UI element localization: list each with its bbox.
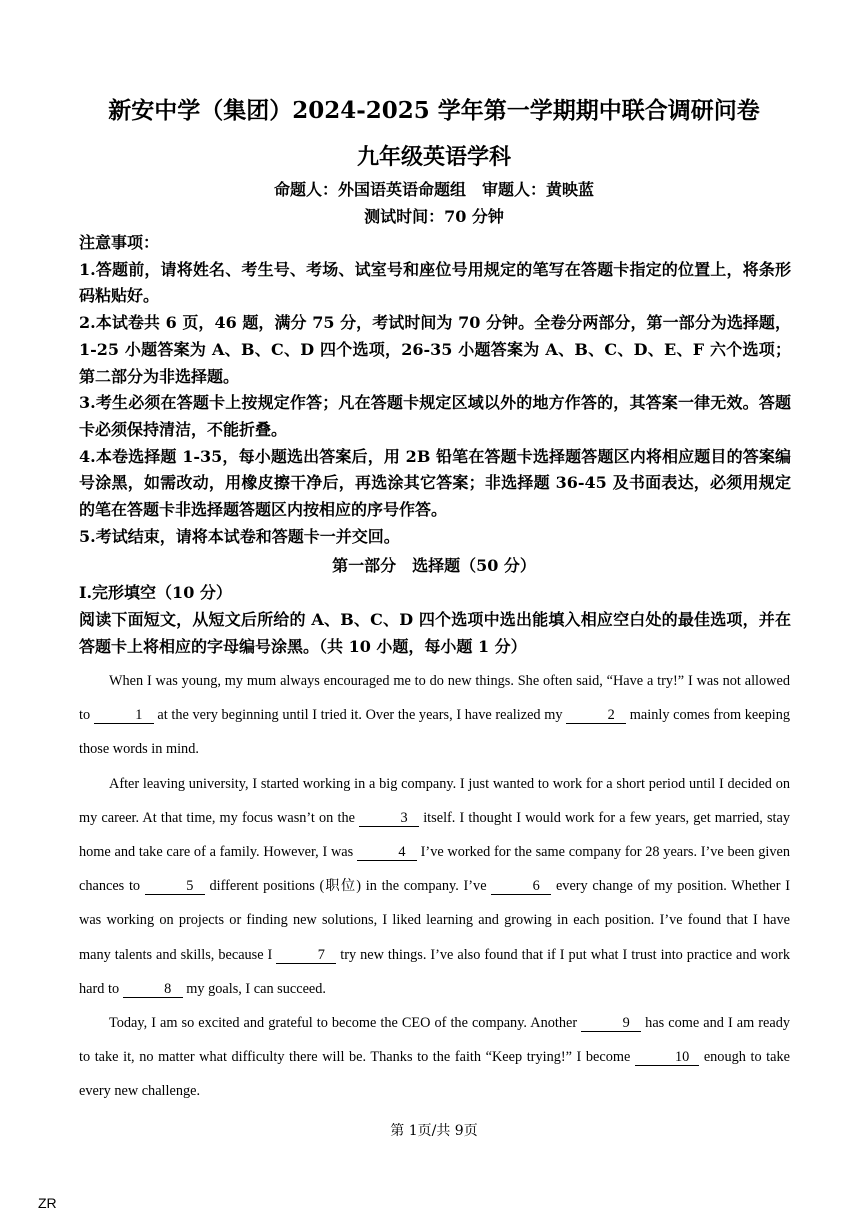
- page-number: 第 1页/共 9页: [390, 1123, 478, 1139]
- blank-8: 8: [123, 981, 183, 998]
- blank-1: 1: [94, 707, 154, 724]
- note-item: 2.本试卷共 6 页，46 题，满分 75 分，考试时间为 70 分钟。全卷分两部分，第一部分为选择题，1-25 小题答案为 A、B、C、D 四个选项，26-35 小题答案为 A、B、C、D、E、F 六个选项；第二部分为非选择题。: [79, 313, 791, 386]
- authors-line: 命题人：外国语英语命题组 审题人：黄映蓝: [273, 180, 594, 199]
- cloze-passage: [79, 664, 790, 1109]
- instruction: 阅读下面短文，从短文后所给的 A、B、C、D 四个选项中选出能填入相应空白处的最佳选项，并在答题卡上将相应的字母编号涂黑。（共 10 小题，每小题 1 分）: [79, 610, 791, 656]
- notes-section: [79, 230, 791, 550]
- note-item: 3.考生必须在答题卡上按规定作答；凡在答题卡规定区域以外的地方作答的，其答案一律无效。答题卡必须保持清洁，不能折叠。: [79, 393, 791, 439]
- test-time: 测试时间：70 分钟: [364, 207, 504, 226]
- blank-7: 7: [276, 947, 336, 964]
- blank-5: 5: [145, 878, 205, 895]
- note-item: 1.答题前，请将姓名、考生号、考场、试室号和座位号用规定的笔写在答题卡指定的位置上，将条形码粘贴好。: [79, 259, 791, 306]
- blank-3: 3: [359, 810, 419, 827]
- corner-mark: ZR: [38, 1195, 57, 1211]
- note-item: 5.考试结束，请将本试卷和答题卡一并交回。: [79, 526, 400, 546]
- blank-4: 4: [357, 844, 417, 861]
- blank-9: 9: [581, 1015, 641, 1032]
- subject-title: 九年级英语学科: [356, 144, 511, 170]
- note-item: 4.本卷选择题 1-35，每小题选出答案后，用 2B 铅笔在答题卡选择题答题区内将相应题目的答案编号涂黑，如需改动，用橡皮擦干净后，再选涂其它答案；非选择题 36-45 及书面表达，必须用规定的笔在答题卡非选择题答题区内按相应的序号作答。: [79, 446, 791, 520]
- blank-10: 10: [635, 1049, 699, 1066]
- exam-title: 新安中学（集团）2024-2025 学年第一学期期中联合调研问卷: [108, 97, 760, 124]
- notes-heading: 注意事项：: [79, 233, 160, 252]
- passage-paragraph: Today, I am so excited and grateful to become the CEO of the company. Another 9 has come and I am ready to take it, no matter what difficulty there will be. Thanks to the faith “Keep trying!” I become 10 enough to take every new challenge.: [79, 1015, 790, 1100]
- section-title: 第一部分 选择题（50 分）: [332, 556, 536, 575]
- blank-6: 6: [491, 878, 551, 895]
- passage-paragraph: When I was young, my mum always encouraged me to do new things. She often said, “Have a try!” I was not allowed to 1 at the very beginning until I tried it. Over the years, I have realized my 2 mainly comes from keeping those words in mind.: [79, 673, 790, 758]
- blank-2: 2: [566, 707, 626, 724]
- passage-paragraph: After leaving university, I started working in a big company. I just wanted to work for a short period until I decided on my career. At that time, my focus wasn’t on the 3 itself. I thought I would work for a few years, get married, stay home and take care of a family. However, I was 4 I’ve worked for the same company for 28 years. I’ve been given chances to 5 different positions (职位) in the company. I’ve 6 every change of my position. Whether I was working on projects or finding new solutions, I liked learning and growing in each position. I’ve found that I have many talents and skills, because I 7 try new things. I’ve also found that if I put what I trust into practice and work hard to 8 my goals, I can succeed.: [79, 775, 790, 997]
- part-title: I.完形填空（10 分）: [79, 583, 232, 602]
